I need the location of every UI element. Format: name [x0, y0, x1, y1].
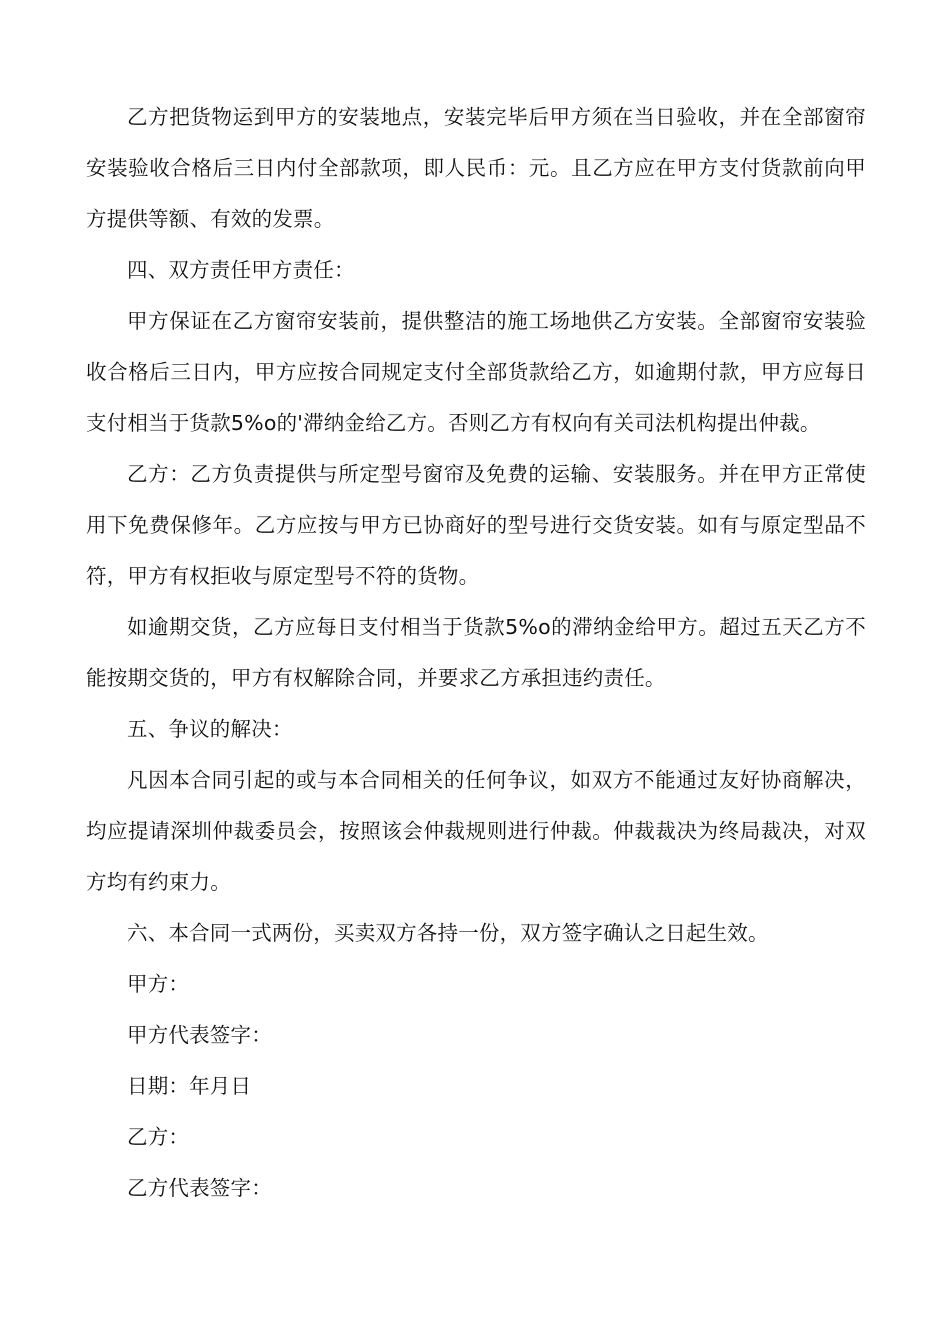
paragraph-delivery-payment: 乙方把货物运到甲方的安装地点，安装完毕后甲方须在当日验收，并在全部窗帘安装验收合格后三日内付全部款项，即人民币：元。且乙方应在甲方支付货款前向甲方提供等额、有效的发票。: [86, 105, 866, 231]
paragraph-copies-effective: 六、本合同一式两份，买卖双方各持一份，双方签字确认之日起生效。: [127, 921, 769, 945]
document-body: [86, 92, 866, 1214]
section-heading-dispute: 五、争议的解决：: [127, 717, 293, 741]
signature-party-b: 乙方：: [127, 1125, 190, 1149]
signature-date: 日期：年月日: [127, 1074, 252, 1098]
paragraph-dispute-resolution: 凡因本合同引起的或与本合同相关的任何争议，如双方不能通过友好协商解决，均应提请深圳仲裁委员会，按照该会仲裁规则进行仲裁。仲裁裁决为终局裁决，对双方均有约束力。: [86, 768, 866, 894]
paragraph-party-b-responsibility: 乙方：乙方负责提供与所定型号窗帘及免费的运输、安装服务。并在甲方正常使用下免费保修年。乙方应按与甲方已协商好的型号进行交货安装。如有与原定型品不符，甲方有权拒收与原定型号不符的货物。: [86, 462, 866, 588]
signature-party-a: 甲方：: [127, 972, 190, 996]
paragraph-party-a-responsibility: 甲方保证在乙方窗帘安装前，提供整洁的施工场地供乙方安装。全部窗帘安装验收合格后三日内，甲方应按合同规定支付全部货款给乙方，如逾期付款，甲方应每日支付相当于货款5%o的'滞纳金给乙方。否则乙方有权向有关司法机构提出仲裁。: [86, 309, 866, 435]
signature-party-a-representative: 甲方代表签字：: [127, 1023, 272, 1047]
section-heading-responsibilities: 四、双方责任甲方责任：: [127, 258, 355, 282]
signature-party-b-representative: 乙方代表签字：: [127, 1176, 272, 1200]
paragraph-late-delivery: 如逾期交货，乙方应每日支付相当于货款5%o的滞纳金给甲方。超过五天乙方不能按期交货的，甲方有权解除合同，并要求乙方承担违约责任。: [86, 615, 866, 690]
